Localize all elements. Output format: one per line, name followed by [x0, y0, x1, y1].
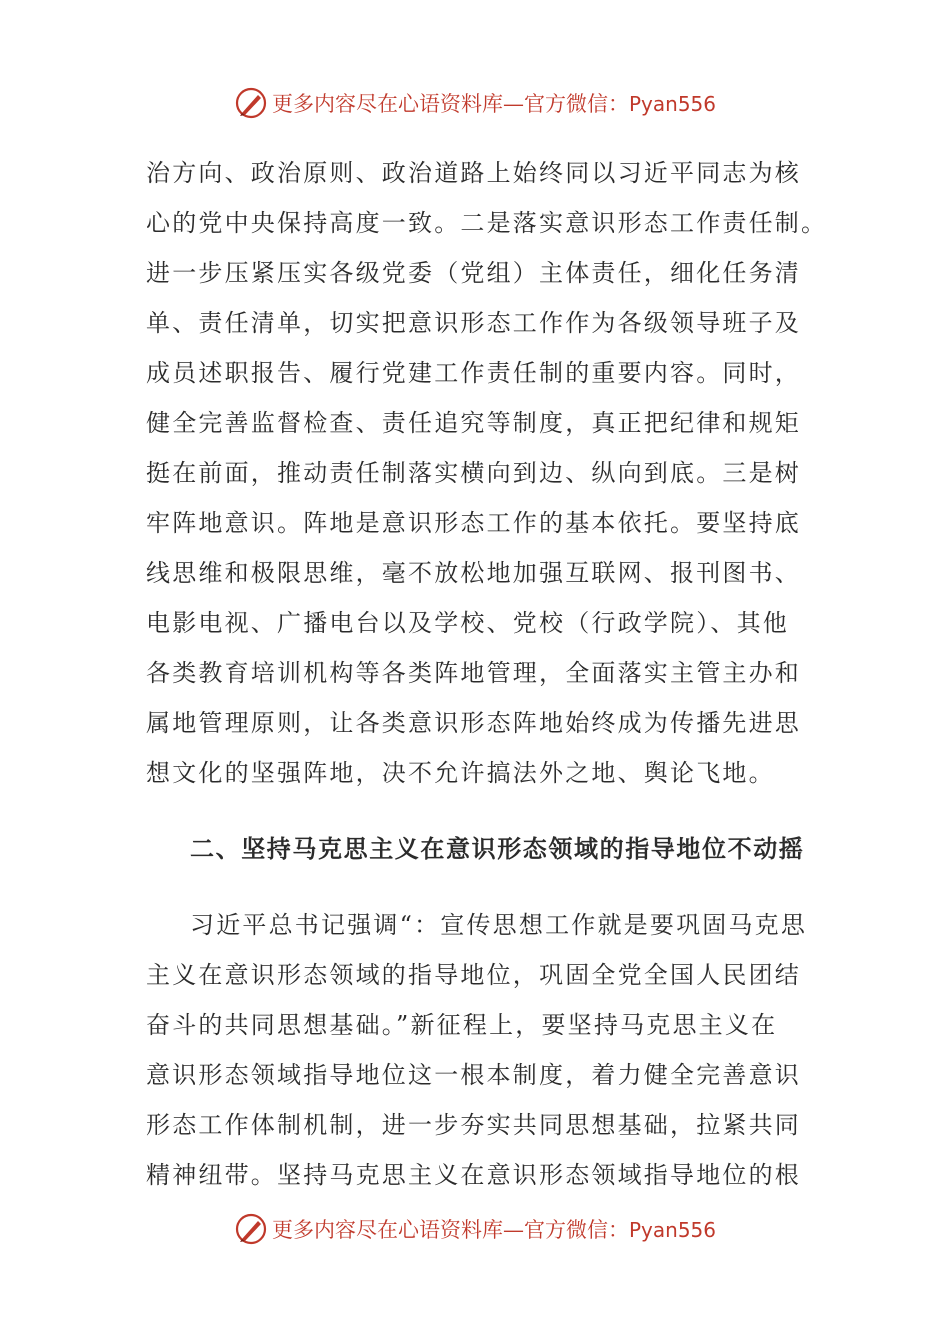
text-line: 挺在前面，推动责任制落实横向到边、纵向到底。三是树 — [146, 459, 801, 487]
pen-logo-icon — [234, 1212, 268, 1246]
banner-text: 更多内容尽在心语资料库—官方微信：Pyan556 — [271, 92, 716, 116]
text-line: 意识形态领域指导地位这一根本制度，着力健全完善意识 — [146, 1061, 801, 1089]
text-line: 治方向、政治原则、政治道路上始终同以习近平同志为核 — [146, 159, 801, 187]
text-line: 成员述职报告、履行党建工作责任制的重要内容。同时， — [146, 359, 801, 387]
document-body — [146, 148, 828, 1200]
header-banner — [0, 83, 950, 123]
text-line: 主义在意识形态领域的指导地位，巩固全党全国人民团结 — [146, 961, 801, 989]
text-line: 进一步压紧压实各级党委（党组）主体责任，细化任务清 — [146, 259, 801, 287]
text-line: 习近平总书记强调“：宣传思想工作就是要巩固马克思 — [190, 911, 808, 939]
text-line: 单、责任清单，切实把意识形态工作作为各级领导班子及 — [146, 309, 801, 337]
text-line: 形态工作体制机制，进一步夯实共同思想基础，拉紧共同 — [146, 1111, 801, 1139]
footer-banner — [0, 1209, 950, 1249]
section-heading: 二、坚持马克思主义在意识形态领域的指导地位不动摇 — [190, 834, 805, 863]
banner-handle: Pyan556 — [628, 92, 716, 116]
paragraph-2 — [146, 900, 806, 1200]
text-line: 线思维和极限思维，毫不放松地加强互联网、报刊图书、 — [146, 559, 801, 587]
banner-handle: Pyan556 — [628, 1218, 716, 1242]
text-line: 奋斗的共同思想基础。”新征程上，要坚持马克思主义在 — [146, 1011, 778, 1039]
text-line: 属地管理原则，让各类意识形态阵地始终成为传播先进思 — [146, 709, 801, 737]
text-line: 健全完善监督检查、责任追究等制度，真正把纪律和规矩 — [146, 409, 801, 437]
text-line: 心的党中央保持高度一致。二是落实意识形态工作责任制。 — [146, 209, 828, 237]
paragraph-1 — [146, 148, 828, 798]
banner-text: 更多内容尽在心语资料库—官方微信：Pyan556 — [271, 1218, 716, 1242]
text-line: 电影电视、广播电台以及学校、党校（行政学院）、其他 — [146, 609, 789, 637]
text-line: 各类教育培训机构等各类阵地管理，全面落实主管主办和 — [146, 659, 801, 687]
text-line: 牢阵地意识。阵地是意识形态工作的基本依托。要坚持底 — [146, 509, 801, 537]
text-line: 精神纽带。坚持马克思主义在意识形态领域指导地位的根 — [146, 1161, 801, 1189]
pen-logo-icon — [234, 86, 268, 120]
text-line: 想文化的坚强阵地，决不允许搞法外之地、舆论飞地。 — [146, 759, 775, 787]
